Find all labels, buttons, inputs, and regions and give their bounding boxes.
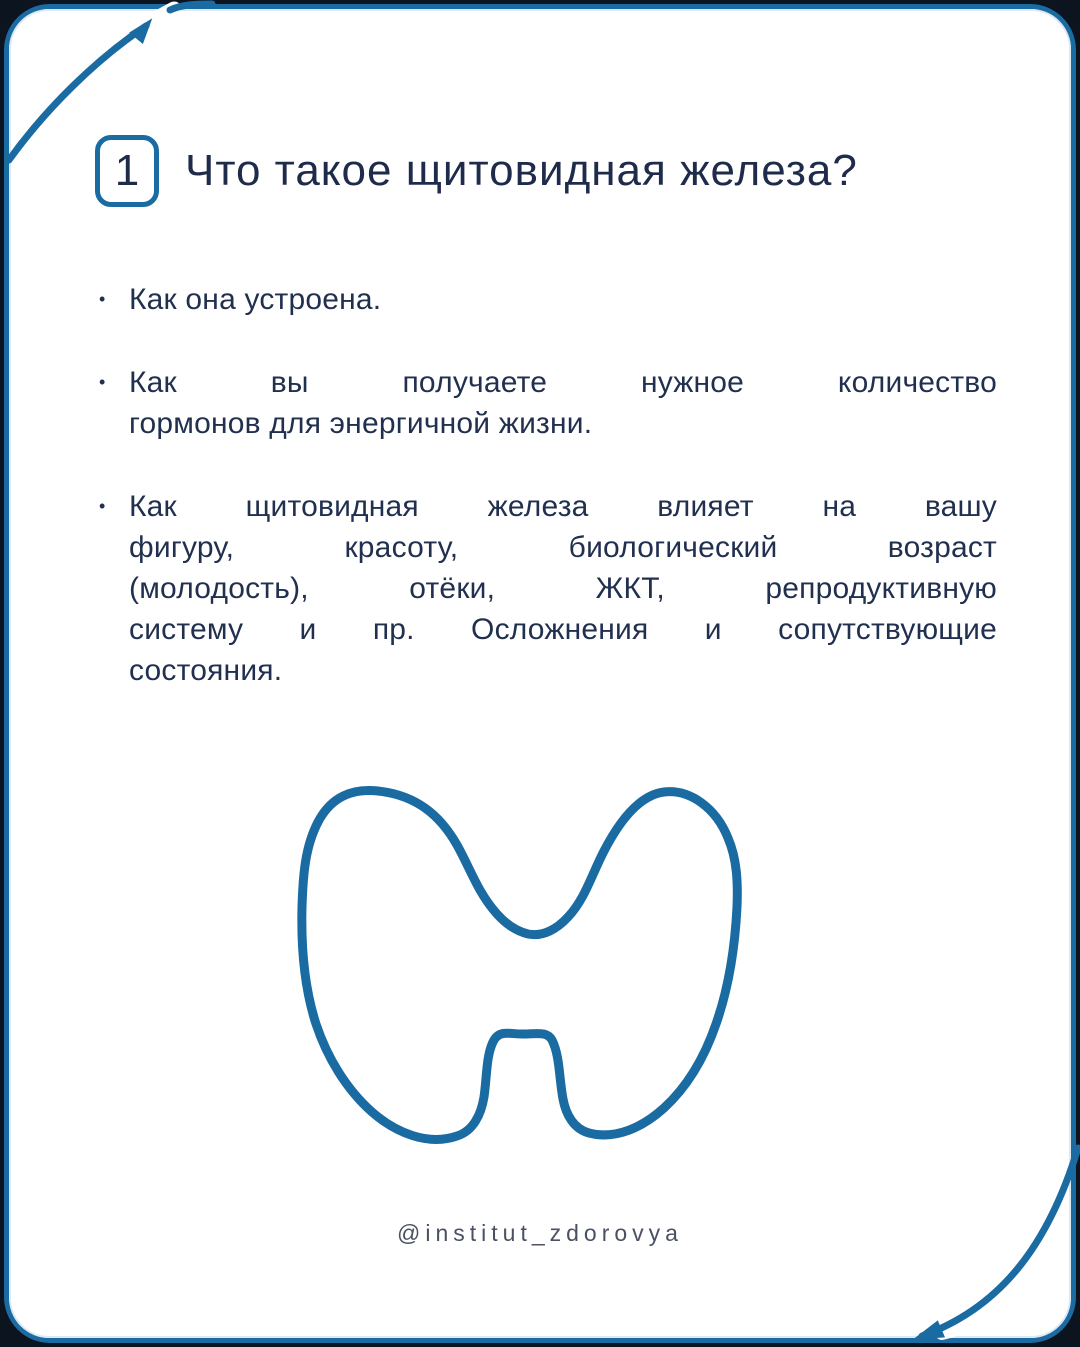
text-line: Как вы получаете нужное количество — [129, 366, 997, 399]
text-line: систему и пр. Осложнения и сопутствующие — [129, 613, 997, 646]
slide-number-badge — [95, 135, 159, 207]
list-item — [95, 362, 997, 444]
text-line: Как она устроена. — [129, 283, 382, 316]
slide-header — [95, 135, 997, 207]
bullet-dot-icon: • — [99, 289, 106, 309]
bullet-dot-icon: • — [99, 496, 106, 516]
slide-number: 1 — [114, 146, 140, 195]
list-item-text — [129, 279, 997, 320]
text-line: (молодость), отёки, ЖКТ, репродуктивную — [129, 572, 997, 605]
text-line: состояния. — [129, 654, 283, 687]
page-title: Что такое щитовидная железа? — [185, 146, 858, 195]
list-item — [95, 279, 997, 320]
list-item — [95, 486, 997, 691]
text-line: фигуру, красоту, биологический возраст — [129, 531, 997, 564]
topics-list — [95, 279, 997, 691]
bullet-dot-icon: • — [99, 372, 106, 392]
list-item-text — [129, 362, 997, 444]
instagram-handle: @institut_zdorovya — [397, 1220, 683, 1246]
card-content — [9, 9, 1071, 1338]
text-line: Как щитовидная железа влияет на вашу — [129, 490, 997, 523]
text-line: гормонов для энергичной жизни. — [129, 407, 593, 440]
list-item-text — [129, 486, 997, 691]
